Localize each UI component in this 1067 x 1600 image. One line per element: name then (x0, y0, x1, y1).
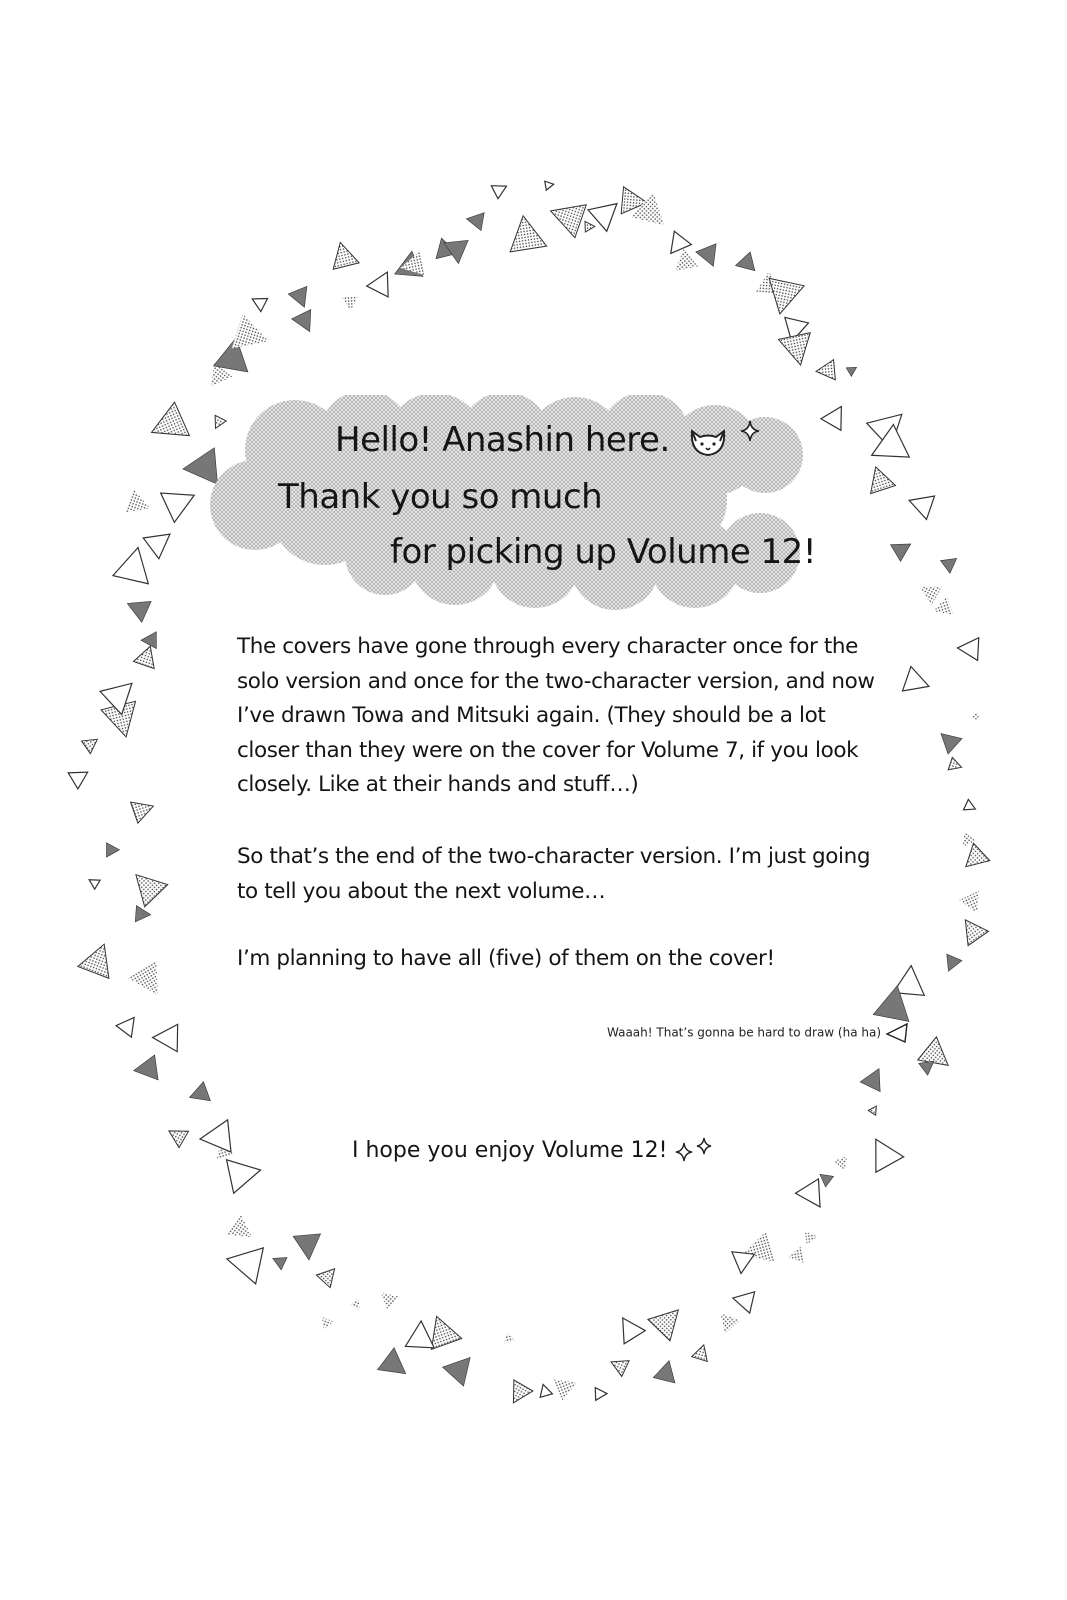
confetti-triangle (106, 843, 119, 857)
confetti-triangle (948, 757, 963, 773)
confetti-triangle (405, 1320, 435, 1348)
confetti-triangle (124, 864, 167, 907)
confetti-triangle (890, 536, 915, 562)
confetti-triangle (227, 1214, 259, 1247)
cat-face-icon (686, 425, 730, 459)
confetti-triangle (186, 1082, 210, 1107)
confetti-triangle (821, 401, 851, 431)
confetti-triangle (288, 286, 314, 311)
confetti-triangle (713, 1307, 740, 1334)
confetti-triangle (834, 1152, 853, 1170)
confetti-triangle (316, 1263, 341, 1288)
confetti-triangle (131, 795, 157, 823)
confetti-triangle (537, 1383, 552, 1398)
confetti-triangle (668, 249, 698, 280)
confetti-triangle (505, 213, 547, 252)
confetti-triangle (318, 1317, 334, 1332)
closing-line: I hope you enjoy Volume 12! (352, 1137, 715, 1163)
triangle-confetti-icon (885, 1022, 909, 1044)
confetti-triangle (465, 210, 484, 231)
confetti-triangle (648, 1299, 690, 1341)
confetti-triangle (815, 360, 835, 382)
aside-note: Waaah! That’s gonna be hard to draw (ha ha) (607, 1022, 909, 1044)
confetti-triangle (270, 1252, 287, 1270)
greeting-line-3: for picking up Volume 12! (390, 532, 816, 572)
confetti-triangle (141, 632, 156, 649)
confetti-triangle (378, 1348, 415, 1385)
confetti-triangle (198, 1120, 231, 1155)
confetti-triangle (915, 578, 942, 606)
confetti-triangle (223, 1241, 263, 1284)
confetti-triangle (132, 1055, 158, 1083)
confetti-triangle (491, 180, 509, 199)
confetti-triangle (585, 221, 595, 232)
greeting-line-1: Hello! Anashin here. (335, 420, 760, 460)
confetti-triangle (862, 1132, 904, 1173)
confetti-triangle (955, 913, 988, 946)
confetti-triangle (164, 1123, 188, 1148)
confetti-triangle (68, 764, 92, 789)
confetti-triangle (502, 1331, 515, 1343)
confetti-triangle (959, 891, 987, 918)
confetti-triangle (786, 1246, 804, 1265)
confetti-triangle (161, 481, 201, 523)
confetti-triangle (612, 1311, 645, 1343)
confetti-triangle (152, 1024, 177, 1052)
confetti-triangle (963, 799, 977, 814)
confetti-triangle (903, 667, 934, 699)
confetti-triangle (730, 1252, 755, 1275)
confetti-triangle (293, 1234, 323, 1261)
confetti-triangle (144, 402, 189, 449)
confetti-triangle (941, 954, 962, 974)
confetti-triangle (868, 1104, 880, 1116)
confetti-triangle (934, 726, 962, 754)
confetti-triangle (607, 1354, 629, 1376)
confetti-triangle (227, 1153, 265, 1193)
confetti-triangle (653, 1358, 680, 1383)
confetti-triangle (918, 1037, 958, 1077)
confetti-triangle (443, 1348, 481, 1386)
confetti-triangle (940, 552, 961, 573)
paragraph-covers: The covers have gone through every character once for the solo version and once for the two-character version, and now I’ve drawn Towa and Mitsuki again. (They should be a lot closer than they were on the cover for Volume 7, if you look closely. Like at their hands and stuff…) (237, 634, 875, 797)
paragraph-plan: I’m planning to have all (five) of them on the cover! (237, 946, 775, 971)
confetti-triangle (545, 194, 586, 237)
confetti-triangle (127, 960, 172, 1004)
confetti-triangle (78, 938, 120, 978)
confetti-triangle (342, 296, 358, 311)
confetti-triangle (350, 1297, 364, 1310)
confetti-triangle (367, 267, 398, 297)
confetti-triangle (554, 1372, 581, 1400)
confetti-triangle (375, 1286, 399, 1310)
greeting-line-2: Thank you so much (278, 477, 603, 517)
confetti-triangle (135, 906, 151, 923)
confetti-triangle (733, 252, 755, 275)
sparkle-icon (675, 1137, 715, 1163)
confetti-triangle (805, 1230, 818, 1244)
sparkle-icon (740, 420, 760, 442)
confetti-triangle (82, 733, 102, 754)
confetti-triangle (86, 875, 100, 889)
confetti-triangle (116, 1012, 142, 1038)
confetti-triangle (957, 637, 979, 661)
confetti-triangle (504, 1380, 533, 1408)
confetti-triangle (113, 543, 156, 583)
confetti-triangle (292, 310, 320, 337)
confetti-triangle (249, 292, 268, 311)
confetti-triangle (545, 180, 555, 190)
confetti-triangle (970, 711, 983, 724)
confetti-triangle (692, 1343, 712, 1362)
confetti-triangle (143, 524, 178, 559)
confetti-triangle (778, 333, 816, 369)
paragraph-next-volume: So that’s the end of the two-character version. I’m just going to tell you about the next volume… (237, 844, 871, 904)
confetti-triangle (730, 1287, 754, 1313)
confetti-triangle (860, 1064, 889, 1092)
confetti-triangle (595, 1387, 607, 1400)
confetti-triangle (905, 489, 934, 520)
confetti-triangle (863, 463, 895, 494)
confetti-triangle (696, 244, 724, 271)
confetti-triangle (327, 239, 359, 269)
confetti-triangle (958, 843, 990, 875)
confetti-triangle (123, 593, 152, 623)
confetti-triangle (126, 490, 155, 520)
confetti-triangle (846, 363, 859, 376)
